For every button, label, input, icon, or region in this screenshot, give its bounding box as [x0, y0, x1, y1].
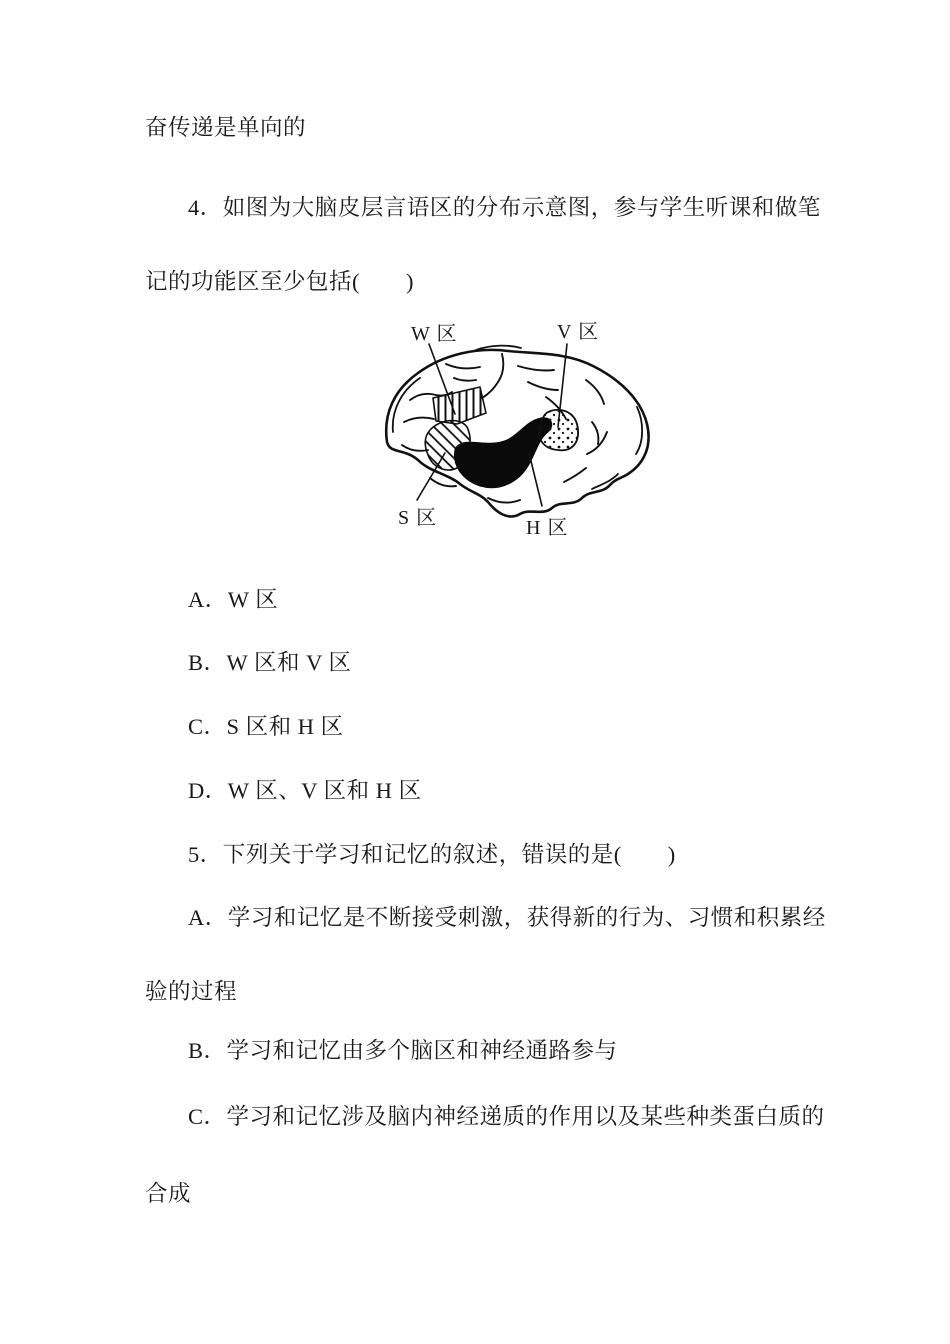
- question-5-option-b: B．学习和记忆由多个脑区和神经通路参与: [188, 1038, 618, 1063]
- question-4-option-d: D．W 区、V 区和 H 区: [188, 778, 422, 803]
- question-5-option-c-line-1: C．学习和记忆涉及脑内神经递质的作用以及某些种类蛋白质的: [188, 1104, 825, 1129]
- v-area-label: V 区: [557, 321, 600, 343]
- question-4-option-b: B．W 区和 V 区: [188, 650, 352, 675]
- question-5-stem: 5．下列关于学习和记忆的叙述，错误的是( ): [188, 842, 676, 867]
- s-area-label: S 区: [398, 507, 438, 529]
- question-4-option-a: A．W 区: [188, 587, 279, 612]
- brain-diagram: [358, 300, 672, 552]
- question-4-stem-line-2: 记的功能区至少包括( ): [145, 269, 414, 294]
- question-5-option-c-line-2: 合成: [145, 1181, 192, 1206]
- question-5-option-a-line-2: 验的过程: [145, 979, 238, 1004]
- w-area-label: W 区: [411, 323, 458, 345]
- question-5-option-a-line-1: A．学习和记忆是不断接受刺激，获得新的行为、习惯和积累经: [188, 905, 826, 930]
- question-4-option-c: C．S 区和 H 区: [188, 714, 344, 739]
- question-4-stem-line-1: 4．如图为大脑皮层言语区的分布示意图，参与学生听课和做笔: [188, 195, 821, 220]
- h-area-label: H 区: [526, 517, 569, 539]
- hanging-text-line: 奋传递是单向的: [145, 115, 307, 140]
- brain-figure: [358, 300, 672, 552]
